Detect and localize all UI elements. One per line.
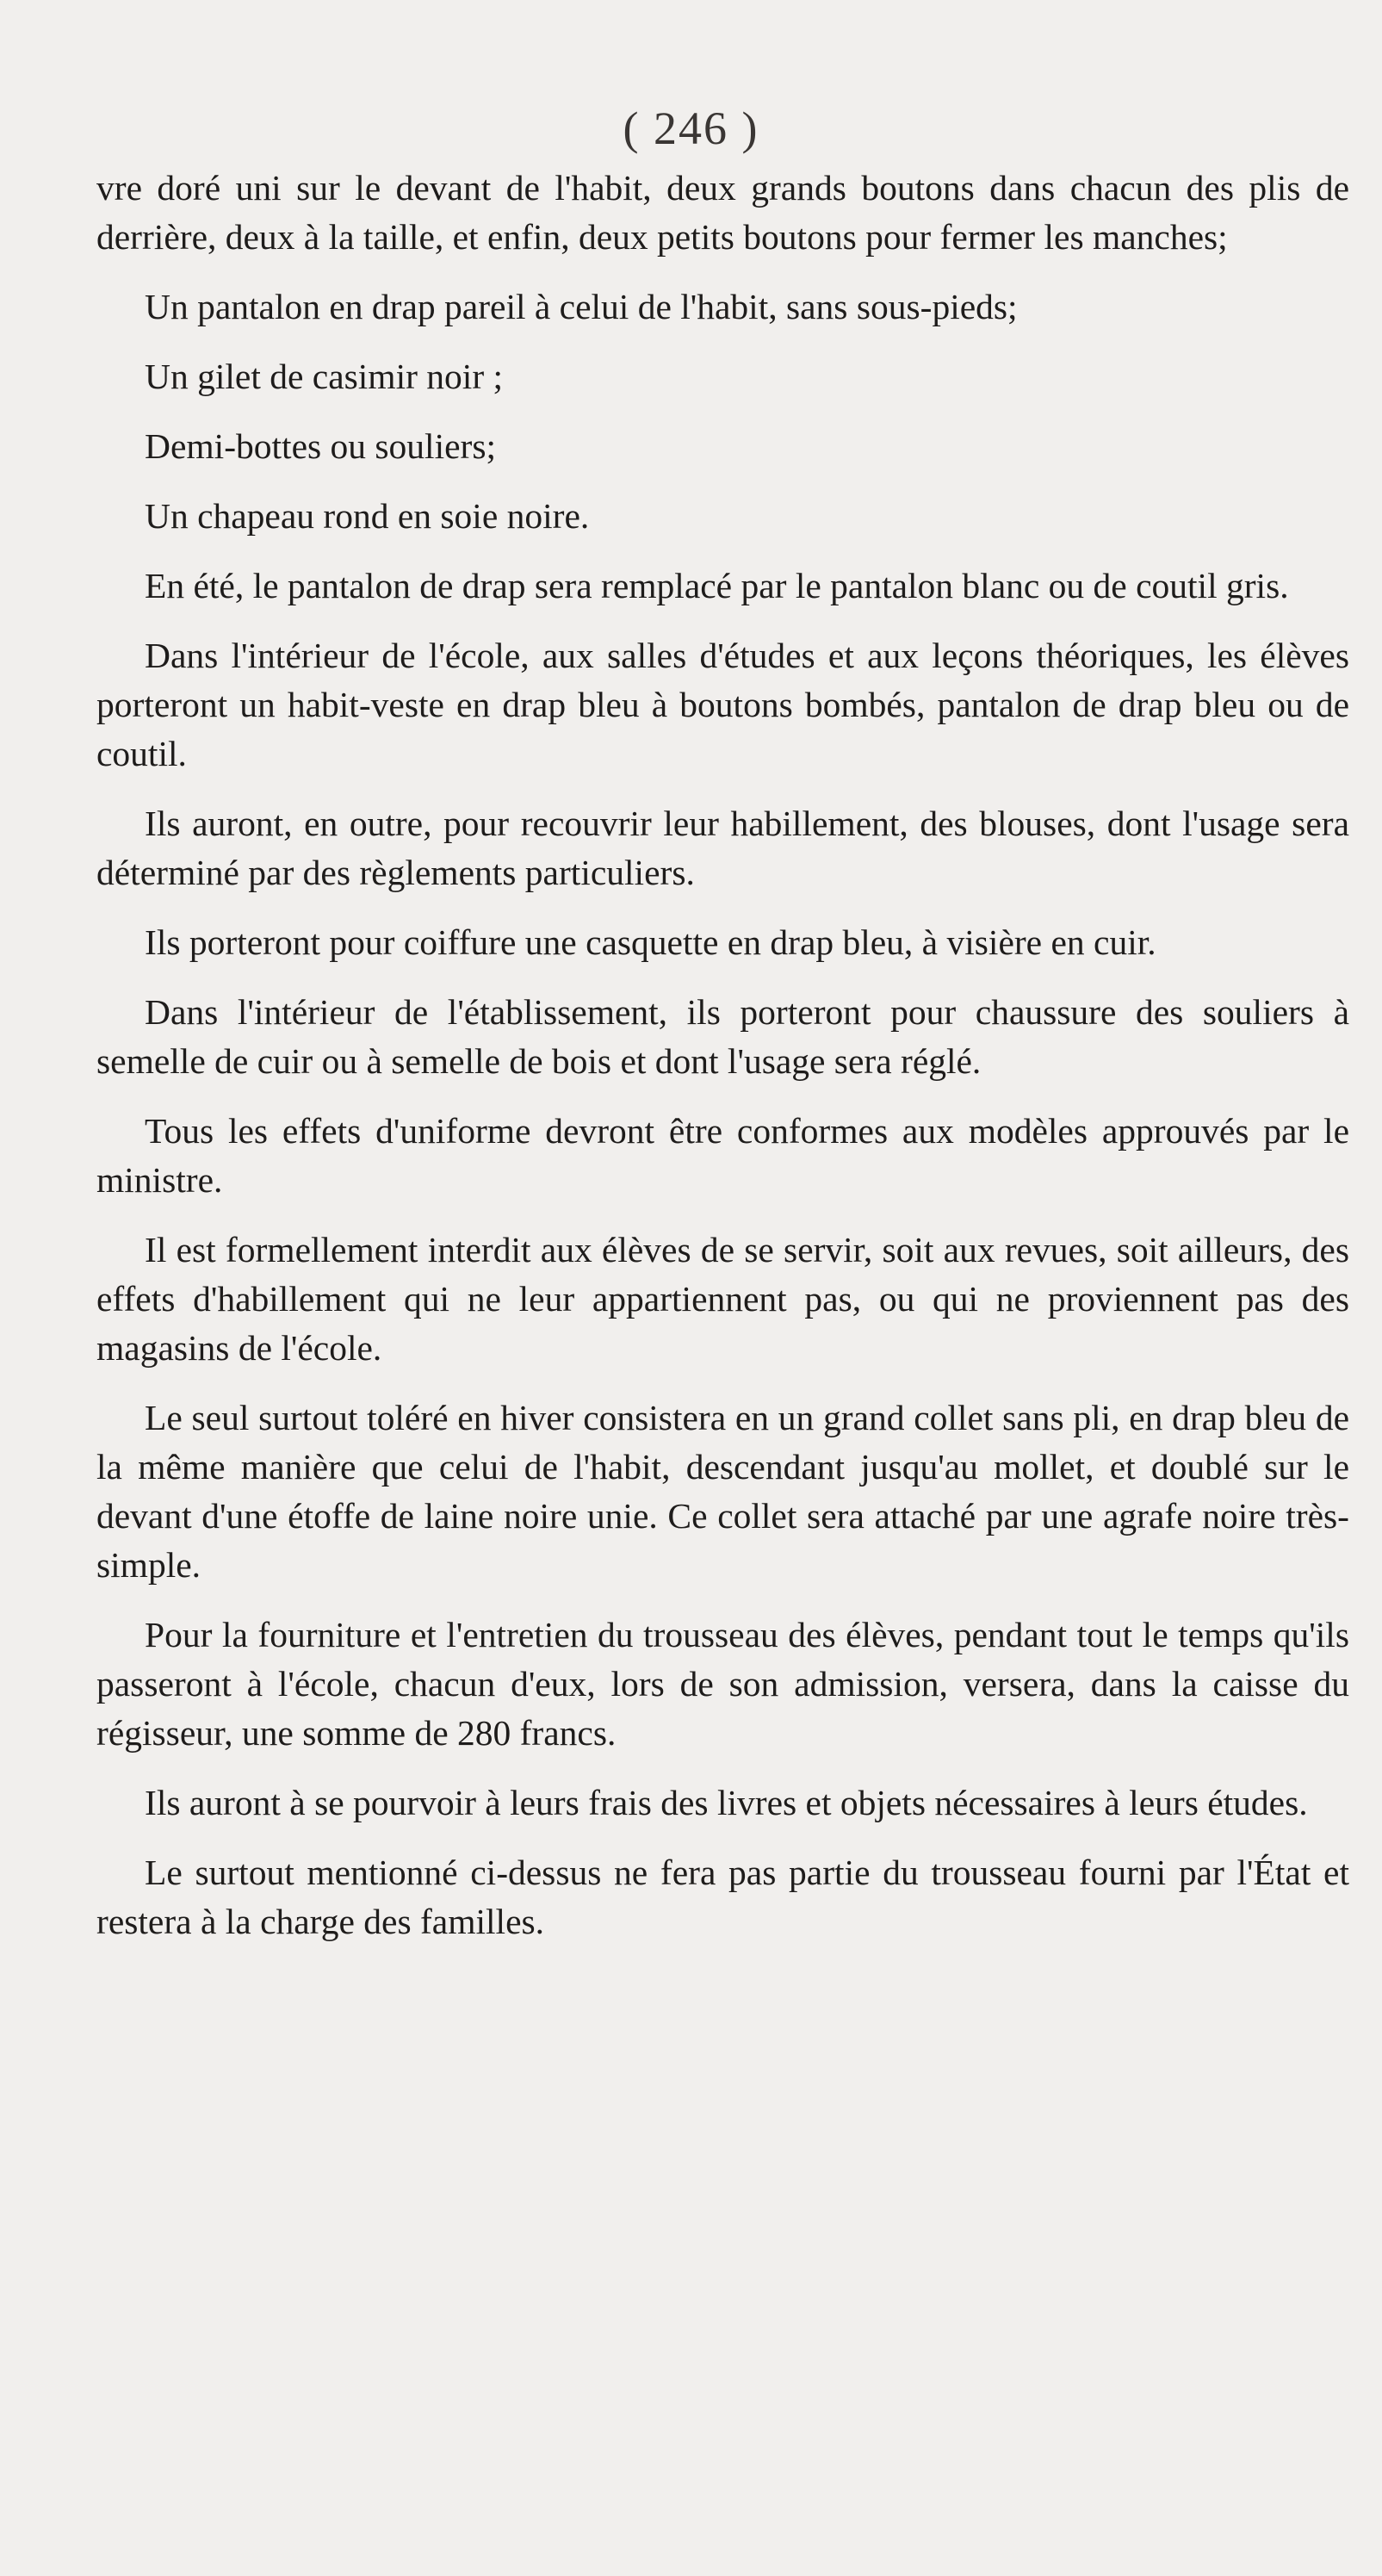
page-number: ( 246 ): [623, 102, 759, 154]
paragraph-chapeau: Un chapeau rond en soie noire.: [145, 496, 590, 536]
paragraph-blouses: Ils auront, en outre, pour recouvrir leur habillement, des blouses, dont l'usage sera déterminé par des règlements particuliers.: [96, 804, 1349, 892]
paragraph-demi-bottes: Demi-bottes ou souliers;: [145, 426, 497, 466]
paragraph-trousseau: Pour la fourniture et l'entretien du trousseau des élèves, pendant tout le temps qu'ils passeront à l'école, chacun d'eux, lors de son admission, versera, dans la caisse du régisseur, une somme de 280 francs.: [96, 1615, 1349, 1753]
paragraph-interieur-ecole: Dans l'intérieur de l'école, aux salles d'études et aux leçons théoriques, les élèves porteront un habit-veste en drap bleu à boutons bombés, pantalon de drap bleu ou de coutil.: [96, 636, 1349, 773]
paragraph-interdiction: Il est formellement interdit aux élèves de se servir, soit aux revues, soit ailleurs, des effets d'habillement qui ne leur appartiennent pas, ou qui ne proviennent pas des magasins de l'école.: [96, 1230, 1349, 1368]
paragraph-continuation: vre doré uni sur le devant de l'habit, deux grands boutons dans chacun des plis de derrière, deux à la taille, et enfin, deux petits boutons pour fermer les manches;: [96, 168, 1349, 257]
paragraph-pantalon: Un pantalon en drap pareil à celui de l'habit, sans sous-pieds;: [145, 287, 1018, 326]
paragraph-uniforme: Tous les effets d'uniforme devront être conformes aux modèles approuvés par le ministre.: [96, 1111, 1349, 1200]
paragraph-chaussure: Dans l'intérieur de l'établissement, ils porteront pour chaussure des souliers à semelle de cuir ou à semelle de bois et dont l'usage sera réglé.: [96, 992, 1349, 1081]
paragraph-ete: En été, le pantalon de drap sera remplacé par le pantalon blanc ou de coutil gris.: [145, 566, 1289, 605]
body-text: [96, 164, 1349, 1946]
paragraph-surtout: Le seul surtout toléré en hiver consistera en un grand collet sans pli, en drap bleu de la même manière que celui de l'habit, descendant jusqu'au mollet, et doublé sur le devant d'une étoffe de laine noire unie. Ce collet sera attaché par une agrafe noire très-simple.: [96, 1398, 1349, 1585]
paragraph-livres: Ils auront à se pourvoir à leurs frais des livres et objets nécessaires à leurs études.: [145, 1783, 1308, 1822]
paragraph-surtout-familles: Le surtout mentionné ci-dessus ne fera pas partie du trousseau fourni par l'État et restera à la charge des familles.: [96, 1853, 1349, 1941]
paragraph-gilet: Un gilet de casimir noir ;: [145, 357, 504, 396]
paragraph-casquette: Ils porteront pour coiffure une casquette en drap bleu, à visière en cuir.: [145, 922, 1156, 962]
